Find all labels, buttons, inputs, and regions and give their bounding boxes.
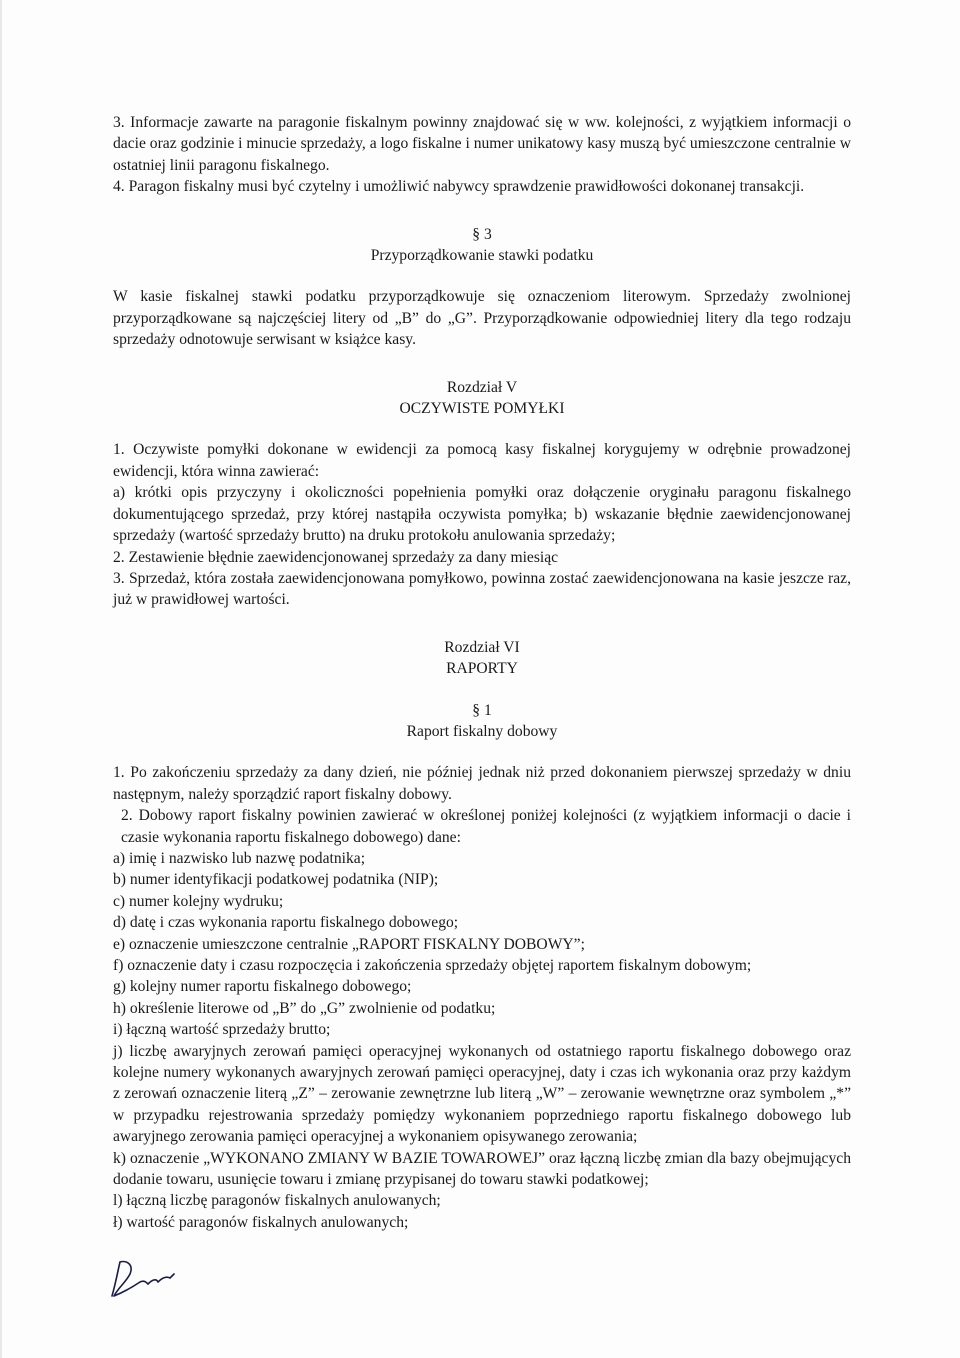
list-item: l) łączną liczbę paragonów fiskalnych anulowanych;	[113, 1192, 441, 1210]
report-contents-list	[113, 848, 851, 1233]
chapter-5-title: OCZYWISTE POMYŁKI	[399, 400, 565, 418]
chapter-6-item-1: 1. Po zakończeniu sprzedaży za dany dzień, nie później jednak niż przed dokonaniem pierwszej sprzedaży w dniu następnym, należy sporządzić raport fiskalny dobowy.	[113, 764, 851, 803]
section-3-body: W kasie fiskalnej stawki podatku przyporządkowuje się oznaczeniom literowym. Sprzedaży zwolnionej przyporządkowane są najczęściej litery od „B” do „G”. Przyporządkowanie odpowiedniej litery dla tego rodzaju sprzedaży odnotowuje serwisant w książce kasy.	[113, 288, 851, 349]
chapter-6-subtitle: Raport fiskalny dobowy	[406, 722, 558, 740]
list-item: f) oznaczenie daty i czasu rozpoczęcia i zakończenia sprzedaży objętej raportem fiskalnym dobowym;	[113, 957, 752, 974]
list-item: i) łączną wartość sprzedaży brutto;	[113, 1021, 331, 1039]
chapter-5-item-3: 3. Sprzedaż, która została zaewidencjonowana pomyłkowo, powinna zostać zaewidencjonowana na kasie jeszcze raz, już w prawidłowej wartości.	[113, 569, 851, 609]
chapter-6-label: Rozdział VI	[444, 638, 520, 656]
chapter-6-symbol: § 1	[472, 701, 492, 719]
list-item: k) oznaczenie „WYKONANO ZMIANY W BAZIE TOWAROWEJ” oraz łączną liczbę zmian dla bazy obejmujących dodanie towaru, usunięcie towaru i zmianę przypisanej do towaru stawki podatkowej;	[113, 1149, 851, 1189]
list-item: d) datę i czas wykonania raportu fiskalnego dobowego;	[113, 914, 459, 932]
list-item: h) określenie literowe od „B” do „G” zwolnienie od podatku;	[113, 999, 496, 1017]
scan-edge	[0, 0, 2, 1358]
section-3-title: Przyporządkowanie stawki podatku	[370, 247, 594, 265]
paragraph-3: 3. Informacje zawarte na paragonie fiskalnym powinny znajdować się w ww. kolejności, z wyjątkiem informacji o dacie oraz godzinie i minucie sprzedaży, a logo fiskalne i numer unikatowy kasy muszą być umieszczone centralnie w ostatniej linii paragonu fiskalnego.	[113, 114, 851, 174]
list-item: j) liczbę awaryjnych zerowań pamięci operacyjnej wykonanych od ostatniego raportu fiskalnego dobowego oraz kolejne numery wykonanych awaryjnych zerowań pamięci operacyjnej, daty i czas ich wykonania oraz przy każdym z zerowań oznaczenie literą „Z” – zerowanie zewnętrzne lub literą „W” – zerowanie wewnętrzne oraz symbolem „*” w przypadku rejestrowania sprzedaży pomiędzy wykonaniem poprzedniego raportu fiskalnego dobowego lub awaryjnego zerowania pamięci operacyjnej a wykonaniem opisywanego zerowania;	[113, 1042, 851, 1146]
chapter-6-item-2: 2. Dobowy raport fiskalny powinien zawierać w określonej poniżej kolejności (z wyjątkiem informacji o dacie i czasie wykonania raportu fiskalnego dobowego) dane:	[121, 807, 851, 846]
chapter-6-title: RAPORTY	[446, 660, 518, 678]
paragraph-4: 4. Paragon fiskalny musi być czytelny i umożliwić nabywcy sprawdzenie prawidłowości dokonanej transakcji.	[113, 178, 805, 196]
list-item: e) oznaczenie umieszczone centralnie „RAPORT FISKALNY DOBOWY”;	[113, 935, 585, 953]
chapter-5-label: Rozdział V	[446, 378, 518, 396]
list-item: g) kolejny numer raportu fiskalnego dobowego;	[113, 978, 412, 996]
chapter-5-item-1a: a) krótki opis przyczyny i okoliczności popełnienia pomyłki oraz dołączenie oryginału paragonu fiskalnego dokumentującego sprzedaż, przy której nastąpiła oczywista pomyłka; b) wskazanie błędnie zaewidencjonowanej sprzedaży (wartość sprzedaży brutto) na druku protokołu anulowania sprzedaży;	[113, 484, 851, 545]
list-item: b) numer identyfikacji podatkowej podatnika (NIP);	[113, 871, 439, 889]
list-item: ł) wartość paragonów fiskalnych anulowanych;	[113, 1213, 409, 1231]
list-item: a) imię i nazwisko lub nazwę podatnika;	[113, 849, 366, 867]
document-body	[113, 112, 851, 1233]
handwritten-signature	[104, 1252, 184, 1302]
list-item: c) numer kolejny wydruku;	[113, 892, 284, 910]
chapter-5-item-1: 1. Oczywiste pomyłki dokonane w ewidencji za pomocą kasy fiskalnej korygujemy w odrębnie prowadzonej ewidencji, która winna zawierać:	[113, 441, 851, 480]
chapter-5-item-2: 2. Zestawienie błędnie zaewidencjonowanej sprzedaży za dany miesiąc	[113, 548, 559, 566]
section-3-symbol: § 3	[472, 225, 492, 243]
